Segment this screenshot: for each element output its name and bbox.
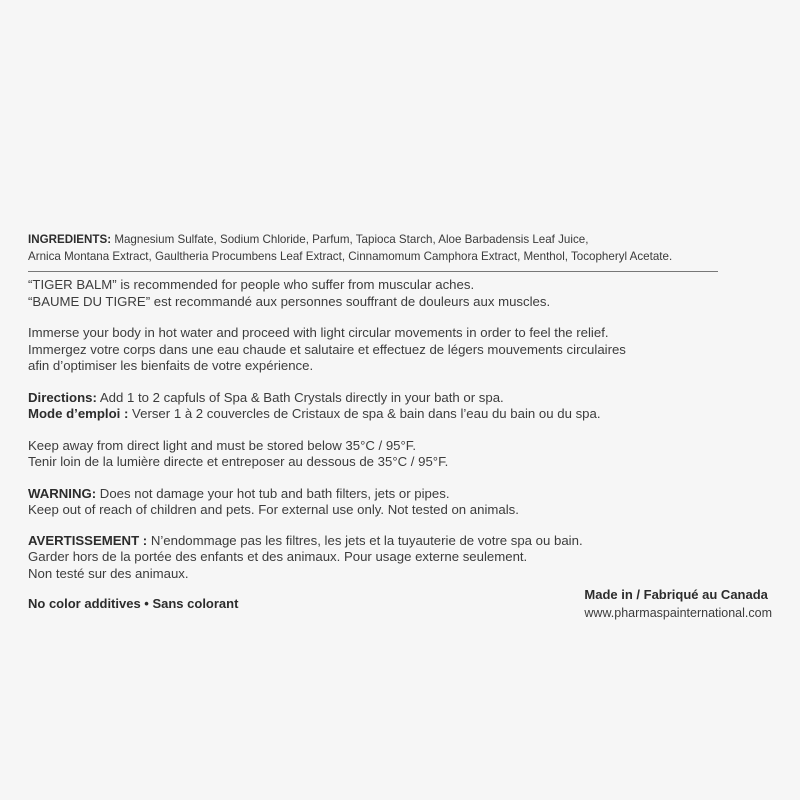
storage-fr: Tenir loin de la lumière directe et entreposer au dessous de 35°C / 95°F. (28, 454, 449, 469)
avertissement-text: N’endommage pas les filtres, les jets et la tuyauterie de votre spa ou bain. (147, 532, 583, 548)
website-text: www.pharmaspainternational.com (584, 606, 772, 620)
intro-en: “TIGER BALM” is recommended for people who suffer from muscular aches. (28, 277, 475, 292)
ingredients-line-1: Magnesium Sulfate, Sodium Chloride, Parfum, Tapioca Starch, Aloe Barbadensis Leaf Juice, (111, 233, 589, 246)
ingredients-heading: INGREDIENTS: (28, 233, 112, 246)
immerse-fr-line-2: afin d’optimiser les bienfaits de votre expérience. (28, 358, 314, 373)
avertissement-line-3: Non testé sur des animaux. (28, 565, 189, 581)
ingredients-block (28, 231, 776, 265)
avertissement-line-2: Garder hors de la portée des enfants et des animaux. Pour usage externe seulement. (28, 549, 528, 564)
warning-text: Does not damage your hot tub and bath filters, jets or pipes. (96, 485, 450, 501)
immerse-en: Immerse your body in hot water and proceed with light circular movements in order to feel the relief. (28, 325, 609, 340)
storage-en: Keep away from direct light and must be stored below 35°C / 95°F. (28, 437, 417, 453)
made-in-canada: Made in / Fabriqué au Canada (584, 587, 768, 602)
divider (28, 271, 718, 272)
immerse-fr-line-1: Immergez votre corps dans une eau chaude et salutaire et effectuez de légers mouvements circulaires (28, 341, 626, 357)
ingredients-line-2: Arnica Montana Extract, Gaultheria Procumbens Leaf Extract, Cinnamomum Camphora Extract, Menthol, Tocopheryl Acetate. (28, 250, 673, 263)
warning-line-2: Keep out of reach of children and pets. For external use only. Not tested on animals. (28, 502, 519, 517)
warning-label: WARNING: (28, 485, 97, 501)
directions-en-text: Add 1 to 2 capfuls of Spa & Bath Crystals directly in your bath or spa. (96, 389, 504, 405)
directions-en-label: Directions: (28, 389, 97, 405)
no-color-note: No color additives • Sans colorant (28, 596, 239, 611)
directions-en (28, 390, 776, 407)
avertissement-line-1 (28, 533, 776, 550)
directions-fr-text: Verser 1 à 2 couvercles de Cristaux de spa & bain dans l’eau du bain ou du spa. (128, 406, 601, 421)
avertissement-label: AVERTISSEMENT : (28, 532, 148, 548)
origin-block (584, 586, 772, 622)
product-label (28, 231, 776, 582)
intro-fr: “BAUME DU TIGRE” est recommandé aux personnes souffrant de douleurs aux muscles. (28, 293, 551, 309)
directions-fr (28, 406, 776, 423)
warning-line-1 (28, 486, 776, 503)
directions-fr-label: Mode d’emploi : (28, 406, 129, 421)
